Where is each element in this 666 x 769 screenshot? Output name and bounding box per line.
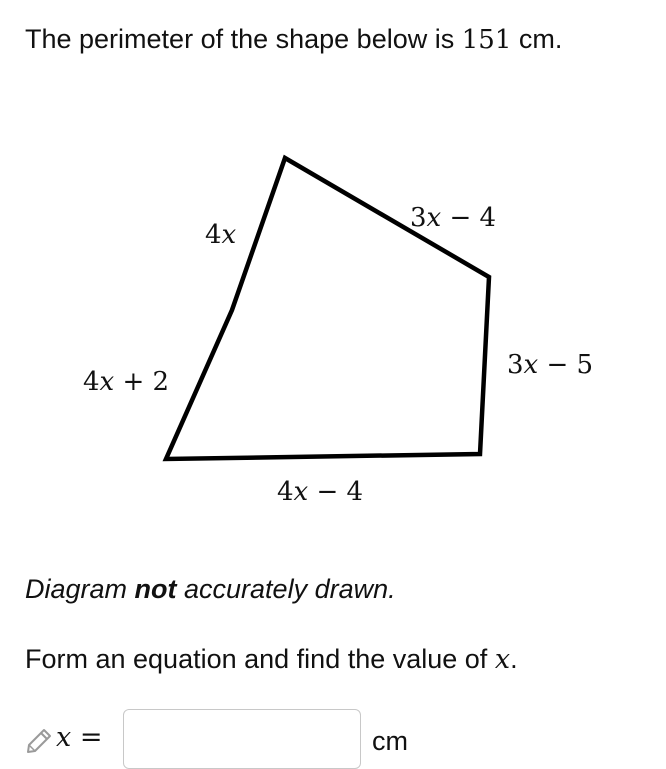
instruction-body: Form an equation and find the value of [25,644,488,674]
note-before: Diagram [25,574,135,604]
note-after: accurately drawn. [176,574,396,604]
side-label-left-upper: 4x [205,220,237,250]
answer-unit: cm [372,726,408,756]
instruction-text [25,642,518,677]
side-label-right: 3x − 5 [507,350,594,380]
answer-input[interactable] [123,709,361,769]
pencil-icon [26,728,52,754]
side-label-bottom: 4x − 4 [277,477,364,507]
side-label-top-right: 3x − 4 [410,203,497,233]
answer-row [20,706,660,756]
answer-label [56,722,102,753]
perimeter-value: 151 [461,25,512,55]
side-label-left-lower: 4x + 2 [83,367,170,397]
perimeter-unit: cm. [518,24,563,54]
answer-equals: = [71,722,103,753]
answer-variable: x [56,722,72,753]
diagram-disclaimer [25,572,396,606]
question-prefix: The perimeter of the shape below is [25,24,455,54]
instruction-end: . [510,644,518,674]
note-emphasis: not [134,574,177,604]
instruction-variable: x [494,644,511,675]
